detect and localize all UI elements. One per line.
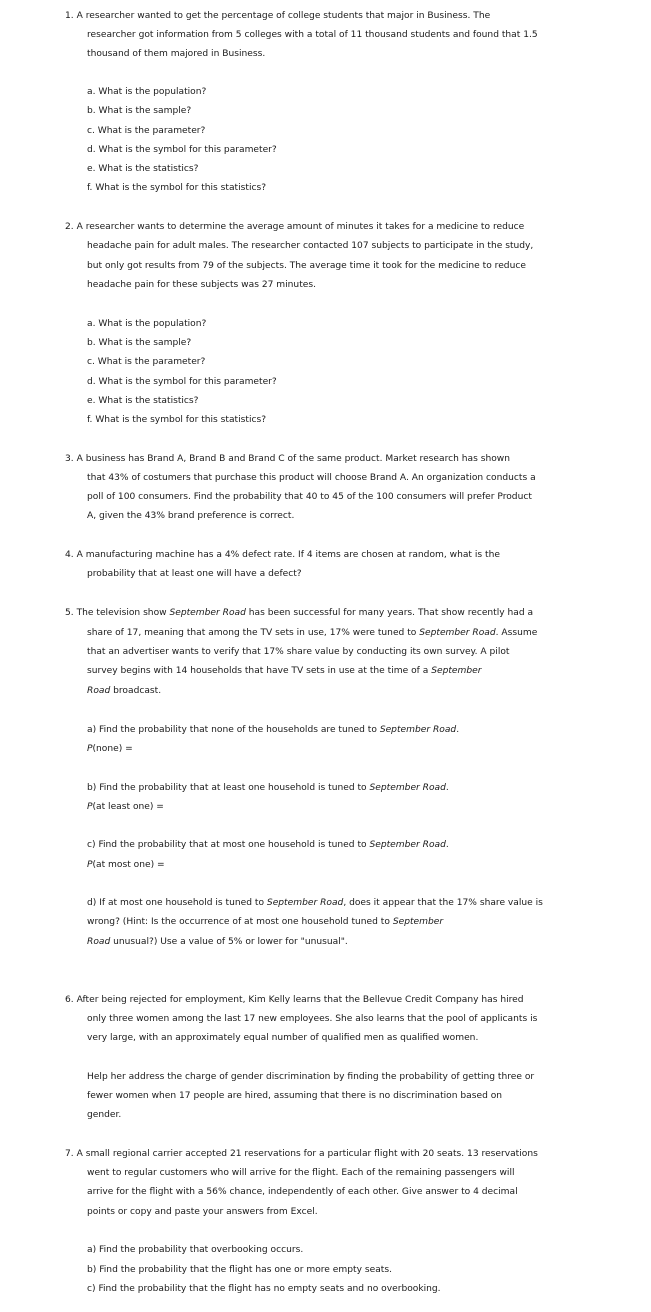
problem-3-line-4: A, given the 43% brand preference is correct. — [87, 511, 295, 521]
problem-7-question-c: c) Find the probability that the flight has no empty seats and no overbooking. — [87, 1284, 441, 1294]
problem-3-line-2: that 43% of costumers that purchase this product will choose Brand A. An organization conducts a — [87, 473, 536, 483]
problem-7-line-3: arrive for the flight with a 56% chance, independently of each other. Give answer to 4 decimal — [87, 1187, 518, 1197]
problem-1-question-d: d. What is the symbol for this parameter? — [87, 145, 277, 155]
problem-6-paragraph-line-2: fewer women when 17 people are hired, assuming that there is no discrimination based on — [87, 1091, 503, 1101]
problem-5-part-d-line-2: wrong? (Hint: Is the occurrence of at most one household tuned to September — [87, 917, 444, 927]
problem-6-line-2: only three women among the last 17 new employees. She also learns that the pool of applicants is — [87, 1014, 538, 1024]
problem-2-question-d: d. What is the symbol for this parameter? — [87, 377, 277, 387]
problem-7-line-2: went to regular customers who will arrive for the flight. Each of the remaining passengers will — [87, 1168, 515, 1178]
problem-1-question-a: a. What is the population? — [87, 87, 207, 97]
problem-6-line-1: 6. After being rejected for employment, Kim Kelly learns that the Bellevue Credit Company has hired — [65, 995, 524, 1005]
problem-5-part-c-answer: P(at most one) = — [87, 860, 165, 870]
problem-5-part-c: c) Find the probability that at most one household is tuned to September Road. — [87, 840, 449, 850]
problem-1-question-e: e. What is the statistics? — [87, 164, 199, 174]
problem-2-question-c: c. What is the parameter? — [87, 357, 206, 367]
problem-2-line-3: but only got results from 79 of the subjects. The average time it took for the medicine to reduce — [87, 261, 526, 271]
problem-1-question-b: b. What is the sample? — [87, 106, 192, 116]
problem-5-line-2: share of 17, meaning that among the TV sets in use, 17% were tuned to September Road. Assume — [87, 628, 538, 638]
problem-2-line-4: headache pain for these subjects was 27 minutes. — [87, 280, 316, 290]
problem-4-line-2: probability that at least one will have a defect? — [87, 569, 302, 579]
problem-1-line-3: thousand of them majored in Business. — [87, 49, 266, 59]
problem-2-line-1: 2. A researcher wants to determine the average amount of minutes it takes for a medicine to reduce — [65, 222, 525, 232]
problem-3-line-3: poll of 100 consumers. Find the probability that 40 to 45 of the 100 consumers will prefer Product — [87, 492, 532, 502]
problem-1-question-f: f. What is the symbol for this statistics? — [87, 183, 267, 193]
problem-4-line-1: 4. A manufacturing machine has a 4% defect rate. If 4 items are chosen at random, what is the — [65, 550, 500, 560]
problem-3-line-1: 3. A business has Brand A, Brand B and Brand C of the same product. Market research has shown — [65, 454, 510, 464]
problem-1-question-c: c. What is the parameter? — [87, 126, 206, 136]
problem-2-question-e: e. What is the statistics? — [87, 396, 199, 406]
problem-5-line-1: 5. The television show September Road has been successful for many years. That show recently had a — [65, 608, 534, 618]
problem-5-part-a: a) Find the probability that none of the households are tuned to September Road. — [87, 725, 460, 735]
problem-5-part-b: b) Find the probability that at least one household is tuned to September Road. — [87, 783, 449, 793]
problem-5-line-3: that an advertiser wants to verify that 17% share value by conducting its own survey. A pilot — [87, 647, 510, 657]
problem-5-part-d-line-1: d) If at most one household is tuned to September Road, does it appear that the 17% share value is — [87, 898, 543, 908]
problem-5-line-4: survey begins with 14 households that have TV sets in use at the time of a September — [87, 666, 482, 676]
problem-7-question-b: b) Find the probability that the flight has one or more empty seats. — [87, 1265, 392, 1275]
problem-7-line-1: 7. A small regional carrier accepted 21 reservations for a particular flight with 20 seats. 13 reservations — [65, 1149, 538, 1159]
problem-5-line-5: Road broadcast. — [87, 686, 162, 696]
problem-1-line-1: 1. A researcher wanted to get the percentage of college students that major in Business. The — [65, 11, 491, 21]
problem-7-question-a: a) Find the probability that overbooking occurs. — [87, 1245, 304, 1255]
problem-7-line-4: points or copy and paste your answers from Excel. — [87, 1207, 318, 1217]
problem-1-line-2: researcher got information from 5 colleges with a total of 11 thousand students and found that 1.5 — [87, 30, 538, 40]
problem-2-question-f: f. What is the symbol for this statistics? — [87, 415, 267, 425]
problem-6-paragraph-line-3: gender. — [87, 1110, 122, 1120]
problem-5-part-d-line-3: Road unusual?) Use a value of 5% or lower for "unusual". — [87, 937, 348, 947]
problem-6-paragraph-line-1: Help her address the charge of gender discrimination by finding the probability of getting three or — [87, 1072, 535, 1082]
problem-2-line-2: headache pain for adult males. The researcher contacted 107 subjects to participate in the study, — [87, 241, 534, 251]
problem-5-part-a-answer: P(none) = — [87, 744, 133, 754]
problem-2-question-b: b. What is the sample? — [87, 338, 192, 348]
problem-5-part-b-answer: P(at least one) = — [87, 802, 164, 812]
problem-2-question-a: a. What is the population? — [87, 319, 207, 329]
problem-6-line-3: very large, with an approximately equal number of qualified men as qualified women. — [87, 1033, 479, 1043]
